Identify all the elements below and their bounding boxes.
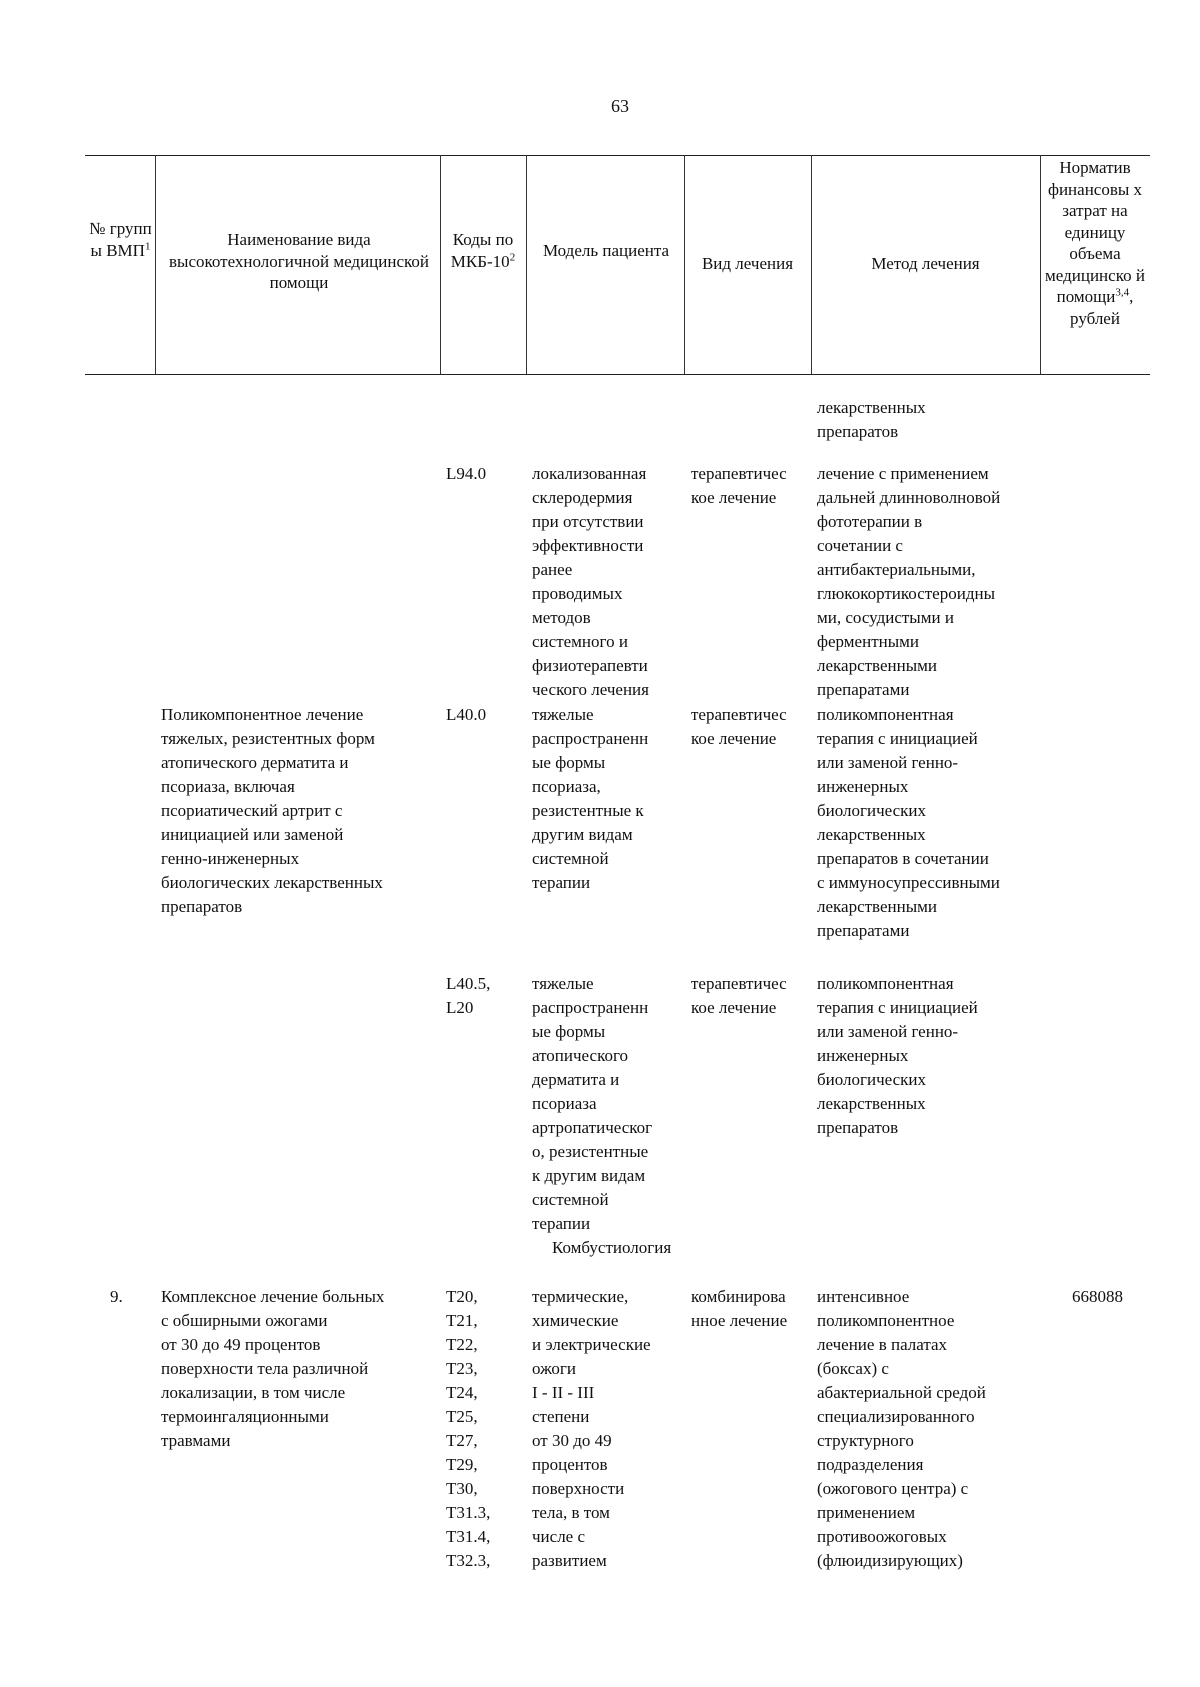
- care-type-name-cell: Поликомпонентное лечение тяжелых, резистентных форм атопического дерматита и псориаза, включая псориатический артрит с инициацией или заменой генно-инженерных биологических лекарственных препаратов: [161, 705, 383, 916]
- method-cell: интенсивное поликомпонентное лечение в палатах (боксах) с абактериальной средой специализированного структурного подразделения (ожогового центра) с применением противоожоговых (флюидизирующих): [817, 1287, 986, 1570]
- header-care-type-name: Наименование вида высокотехнологичной медицинской помощи: [169, 230, 429, 292]
- treatment-type-cell: терапевтичес кое лечение: [691, 705, 787, 748]
- group-number-cell: 9.: [110, 1287, 123, 1306]
- treatment-type-cell: терапевтичес кое лечение: [691, 464, 787, 507]
- method-cell: поликомпонентная терапия с инициацией или заменой генно- инженерных биологических лекарственных препаратов: [817, 974, 978, 1137]
- treatment-type-cell: терапевтичес кое лечение: [691, 974, 787, 1017]
- patient-model-cell: локализованная склеродермия при отсутствии эффективности ранее проводимых методов системного и физиотерапевти ческого лечения: [532, 464, 649, 699]
- column-divider: [526, 155, 527, 374]
- section-title: Комбустиология: [552, 1238, 672, 1257]
- care-type-name-cell: Комплексное лечение больных с обширными ожогами от 30 до 49 процентов поверхности тела различной локализации, в том числе термоингаляционными травмами: [161, 1287, 385, 1450]
- icd-code-cell: L40.5, L20: [446, 974, 491, 1017]
- method-cell: поликомпонентная терапия с инициацией или заменой генно- инженерных биологических лекарственных препаратов в сочетании с иммуносупрессивными лекарственными препаратами: [817, 705, 1000, 940]
- financial-norm-cell: 668088: [1072, 1287, 1123, 1306]
- treatment-type-cell: комбинирова нное лечение: [691, 1287, 788, 1330]
- method-cell: лекарственных препаратов: [817, 398, 926, 441]
- column-divider: [811, 155, 812, 374]
- patient-model-cell: тяжелые распространенн ые формы атопического дерматита и псориаза артропатическог о, резистентные к другим видам системной терапии: [532, 974, 653, 1233]
- header-group-number: № групп ы ВМП$^1$: [89, 219, 152, 260]
- header-icd-codes: Коды по МКБ-$10^2$: [450, 230, 516, 271]
- header-treatment-type: Вид лечения: [701, 254, 794, 273]
- column-divider: [1040, 155, 1041, 374]
- table-top-rule: [85, 155, 1150, 156]
- method-cell: лечение с применением дальней длинноволновой фототерапии в сочетании с антибактериальными, глюкокортикостероидны ми, сосудистыми и ферментными лекарственными препаратами: [817, 464, 1001, 699]
- icd-code-cell: L40.0: [446, 705, 487, 724]
- header-treatment-method: Метод лечения: [871, 254, 980, 273]
- icd-code-cell: L94.0: [446, 464, 487, 483]
- patient-model-cell: термические, химические и электрические ожоги I - II - III степени от 30 до 49 процентов поверхности тела, в том числе с развитием: [532, 1287, 651, 1570]
- column-divider: [440, 155, 441, 374]
- column-divider: [684, 155, 685, 374]
- column-divider: [155, 155, 156, 374]
- page-number: 63: [611, 96, 629, 116]
- header-financial-norm: Норматив финансовы х затрат на единицу объема медицинско й помощи$^{3,4}$, рублей: [1045, 158, 1145, 328]
- header-patient-model: Модель пациента: [542, 241, 670, 260]
- icd-code-cell: T20, T21, T22, T23, T24, T25, T27, T29, T30, T31.3, T31.4, T32.3,: [446, 1287, 491, 1570]
- patient-model-cell: тяжелые распространенн ые формы псориаза, резистентные к другим видам системной терапии: [532, 705, 649, 892]
- header-bottom-rule: [85, 374, 1150, 375]
